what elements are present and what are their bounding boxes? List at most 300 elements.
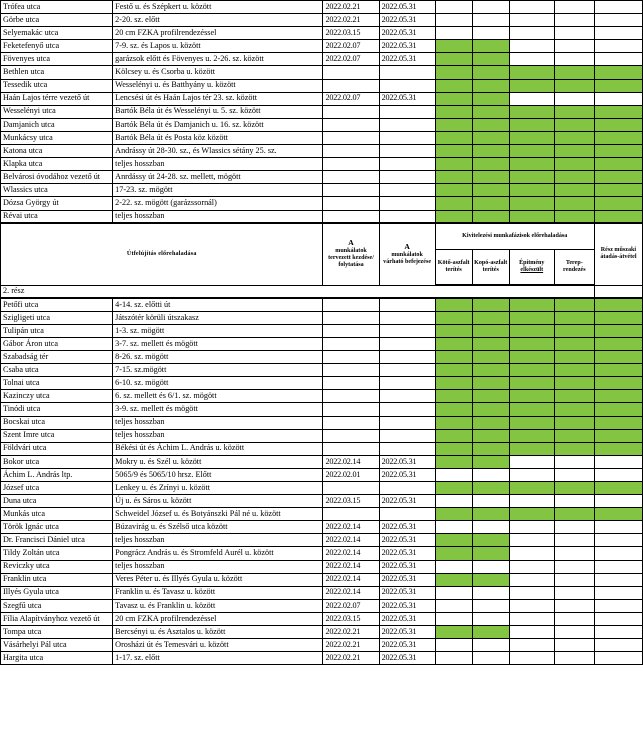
cell-end-date[interactable] (379, 298, 435, 311)
cell-handover[interactable] (594, 521, 642, 534)
cell-handover[interactable] (594, 442, 642, 455)
cell-phase-epitmeny[interactable] (509, 145, 554, 158)
cell-phase-epitmeny[interactable] (509, 118, 554, 131)
cell-phase-koto[interactable] (435, 66, 472, 79)
table-row[interactable] (1, 79, 643, 92)
cell-handover[interactable] (594, 468, 642, 481)
cell-handover[interactable] (594, 612, 642, 625)
table-row[interactable] (1, 521, 643, 534)
cell-phase-kopo[interactable] (472, 118, 509, 131)
cell-phase-kopo[interactable] (472, 40, 509, 53)
table-row[interactable] (1, 442, 643, 455)
cell-end-date[interactable] (379, 351, 435, 364)
cell-phase-epitmeny[interactable] (509, 14, 554, 27)
cell-phase-koto[interactable] (435, 1, 472, 14)
cell-end-date[interactable]: 2022.05.31 (379, 40, 435, 53)
cell-end-date[interactable] (379, 508, 435, 521)
cell-start-date[interactable]: 2022.02.14 (323, 573, 379, 586)
cell-phase-kopo[interactable] (472, 626, 509, 639)
table-row[interactable] (1, 66, 643, 79)
table-row[interactable] (1, 92, 643, 105)
cell-end-date[interactable] (379, 210, 435, 223)
cell-street[interactable]: Szigligeti utca (1, 311, 113, 324)
cell-start-date[interactable]: 2022.02.14 (323, 455, 379, 468)
cell-phase-terep[interactable] (554, 547, 594, 560)
cell-street[interactable]: Selyemakác utca (1, 27, 113, 40)
cell-section[interactable]: teljes hosszban (113, 560, 323, 573)
cell-phase-terep[interactable] (554, 573, 594, 586)
cell-handover[interactable] (594, 158, 642, 171)
cell-phase-terep[interactable] (554, 599, 594, 612)
cell-handover[interactable] (594, 184, 642, 197)
cell-phase-kopo[interactable] (472, 612, 509, 625)
cell-phase-epitmeny[interactable] (509, 612, 554, 625)
cell-phase-kopo[interactable] (472, 429, 509, 442)
cell-section[interactable]: Játszótér körüli útszakasz (113, 311, 323, 324)
cell-phase-epitmeny[interactable] (509, 79, 554, 92)
table-row[interactable] (1, 429, 643, 442)
cell-section[interactable]: Kölcsey u. és Csorba u. között (113, 66, 323, 79)
cell-phase-terep[interactable] (554, 210, 594, 223)
cell-end-date[interactable]: 2022.05.31 (379, 560, 435, 573)
cell-phase-kopo[interactable] (472, 351, 509, 364)
cell-end-date[interactable] (379, 311, 435, 324)
cell-end-date[interactable]: 2022.05.31 (379, 586, 435, 599)
cell-phase-kopo[interactable] (472, 416, 509, 429)
cell-end-date[interactable]: 2022.05.31 (379, 547, 435, 560)
cell-phase-terep[interactable] (554, 390, 594, 403)
cell-start-date[interactable]: 2022.02.07 (323, 53, 379, 66)
cell-street[interactable]: Feketefenyő utca (1, 40, 113, 53)
cell-start-date[interactable] (323, 158, 379, 171)
cell-handover[interactable] (594, 131, 642, 144)
table-row[interactable] (1, 131, 643, 144)
cell-end-date[interactable]: 2022.05.31 (379, 599, 435, 612)
cell-section[interactable]: Új u. és Sáros u. között (113, 495, 323, 508)
cell-phase-epitmeny[interactable] (509, 468, 554, 481)
cell-start-date[interactable]: 2022.02.01 (323, 468, 379, 481)
cell-phase-kopo[interactable] (472, 586, 509, 599)
cell-phase-epitmeny[interactable] (509, 298, 554, 311)
cell-phase-terep[interactable] (554, 197, 594, 210)
cell-street[interactable]: Tompa utca (1, 626, 113, 639)
cell-phase-koto[interactable] (435, 324, 472, 337)
cell-phase-epitmeny[interactable] (509, 131, 554, 144)
cell-street[interactable]: Török Ignác utca (1, 521, 113, 534)
cell-street[interactable]: Katona utca (1, 145, 113, 158)
cell-end-date[interactable]: 2022.05.31 (379, 573, 435, 586)
cell-handover[interactable] (594, 1, 642, 14)
cell-handover[interactable] (594, 298, 642, 311)
table-row[interactable] (1, 377, 643, 390)
cell-phase-kopo[interactable] (472, 184, 509, 197)
cell-phase-terep[interactable] (554, 105, 594, 118)
cell-handover[interactable] (594, 351, 642, 364)
cell-phase-koto[interactable] (435, 403, 472, 416)
cell-phase-kopo[interactable] (472, 158, 509, 171)
table-row[interactable] (1, 324, 643, 337)
cell-phase-kopo[interactable] (472, 364, 509, 377)
cell-phase-kopo[interactable] (472, 599, 509, 612)
cell-street[interactable]: Tessedik utca (1, 79, 113, 92)
cell-handover[interactable] (594, 626, 642, 639)
cell-phase-koto[interactable] (435, 105, 472, 118)
cell-handover[interactable] (594, 547, 642, 560)
cell-phase-kopo[interactable] (472, 145, 509, 158)
cell-phase-epitmeny[interactable] (509, 337, 554, 350)
cell-phase-koto[interactable] (435, 184, 472, 197)
cell-phase-epitmeny[interactable] (509, 184, 554, 197)
cell-end-date[interactable] (379, 158, 435, 171)
cell-phase-koto[interactable] (435, 171, 472, 184)
cell-phase-terep[interactable] (554, 351, 594, 364)
table-row[interactable] (1, 118, 643, 131)
cell-section[interactable]: 20 cm FZKA profilrendezéssel (113, 612, 323, 625)
cell-end-date[interactable]: 2022.05.31 (379, 639, 435, 652)
cell-handover[interactable] (594, 377, 642, 390)
cell-phase-terep[interactable] (554, 311, 594, 324)
cell-phase-koto[interactable] (435, 482, 472, 495)
cell-start-date[interactable] (323, 118, 379, 131)
cell-phase-kopo[interactable] (472, 53, 509, 66)
cell-phase-epitmeny[interactable] (509, 66, 554, 79)
cell-start-date[interactable]: 2022.02.21 (323, 14, 379, 27)
cell-handover[interactable] (594, 66, 642, 79)
cell-start-date[interactable]: 2022.02.21 (323, 1, 379, 14)
cell-phase-epitmeny[interactable] (509, 197, 554, 210)
cell-phase-terep[interactable] (554, 145, 594, 158)
cell-phase-kopo[interactable] (472, 468, 509, 481)
cell-street[interactable]: Franklin utca (1, 573, 113, 586)
cell-end-date[interactable] (379, 364, 435, 377)
cell-phase-kopo[interactable] (472, 324, 509, 337)
cell-handover[interactable] (594, 145, 642, 158)
cell-section[interactable]: Bartók Béla út és Damjanich u. 16. sz. között (113, 118, 323, 131)
cell-end-date[interactable]: 2022.05.31 (379, 468, 435, 481)
cell-street[interactable]: Bethlen utca (1, 66, 113, 79)
cell-street[interactable]: Révai utca (1, 210, 113, 223)
cell-handover[interactable] (594, 586, 642, 599)
cell-phase-terep[interactable] (554, 27, 594, 40)
cell-phase-kopo[interactable] (472, 27, 509, 40)
cell-phase-terep[interactable] (554, 324, 594, 337)
table-row[interactable] (1, 508, 643, 521)
cell-section[interactable]: 6-10. sz. mögött (113, 377, 323, 390)
cell-end-date[interactable] (379, 337, 435, 350)
cell-end-date[interactable]: 2022.05.31 (379, 612, 435, 625)
cell-section[interactable]: Andrássy út 28-30. sz., és Wlassics sétány 25. sz. (113, 145, 323, 158)
cell-section[interactable]: Bartók Béla út és Wesselényi u. 5. sz. között (113, 105, 323, 118)
cell-phase-terep[interactable] (554, 560, 594, 573)
cell-start-date[interactable] (323, 416, 379, 429)
cell-end-date[interactable] (379, 118, 435, 131)
cell-handover[interactable] (594, 79, 642, 92)
cell-phase-koto[interactable] (435, 298, 472, 311)
cell-section[interactable]: Festő u. és Szépkert u. között (113, 1, 323, 14)
cell-phase-koto[interactable] (435, 508, 472, 521)
cell-phase-koto[interactable] (435, 626, 472, 639)
cell-phase-epitmeny[interactable] (509, 521, 554, 534)
cell-start-date[interactable] (323, 364, 379, 377)
cell-end-date[interactable] (379, 197, 435, 210)
table-row[interactable] (1, 599, 643, 612)
cell-phase-epitmeny[interactable] (509, 652, 554, 665)
cell-street[interactable]: Áchim L. András ltp. (1, 468, 113, 481)
cell-handover[interactable] (594, 311, 642, 324)
cell-end-date[interactable]: 2022.05.31 (379, 27, 435, 40)
cell-phase-terep[interactable] (554, 131, 594, 144)
cell-phase-koto[interactable] (435, 429, 472, 442)
cell-phase-koto[interactable] (435, 210, 472, 223)
cell-phase-epitmeny[interactable] (509, 364, 554, 377)
cell-start-date[interactable] (323, 324, 379, 337)
cell-section[interactable]: 2-22. sz. mögött (garázssornál) (113, 197, 323, 210)
table-row[interactable] (1, 560, 643, 573)
cell-start-date[interactable] (323, 171, 379, 184)
cell-phase-terep[interactable] (554, 455, 594, 468)
cell-end-date[interactable] (379, 429, 435, 442)
cell-section[interactable]: Pongrácz András u. és Stromfeld Aurél u. között (113, 547, 323, 560)
cell-phase-koto[interactable] (435, 547, 472, 560)
cell-street[interactable]: Szent Imre utca (1, 429, 113, 442)
cell-end-date[interactable]: 2022.05.31 (379, 92, 435, 105)
cell-section[interactable]: garázsok előtt és Fövenyes u. 2-26. sz. között (113, 53, 323, 66)
cell-phase-kopo[interactable] (472, 337, 509, 350)
cell-handover[interactable] (594, 508, 642, 521)
cell-phase-terep[interactable] (554, 534, 594, 547)
cell-start-date[interactable]: 2022.03.15 (323, 495, 379, 508)
cell-start-date[interactable] (323, 351, 379, 364)
cell-phase-koto[interactable] (435, 534, 472, 547)
cell-phase-koto[interactable] (435, 27, 472, 40)
cell-phase-terep[interactable] (554, 626, 594, 639)
cell-phase-koto[interactable] (435, 145, 472, 158)
cell-phase-kopo[interactable] (472, 403, 509, 416)
cell-phase-terep[interactable] (554, 171, 594, 184)
cell-end-date[interactable]: 2022.05.31 (379, 14, 435, 27)
cell-phase-terep[interactable] (554, 92, 594, 105)
cell-street[interactable]: Trófea utca (1, 1, 113, 14)
cell-section[interactable]: teljes hosszban (113, 210, 323, 223)
cell-handover[interactable] (594, 53, 642, 66)
cell-section[interactable]: 1-3. sz. mögött (113, 324, 323, 337)
cell-phase-kopo[interactable] (472, 442, 509, 455)
cell-phase-koto[interactable] (435, 416, 472, 429)
cell-section[interactable]: Tavasz u. és Franklin u. között (113, 599, 323, 612)
cell-start-date[interactable] (323, 311, 379, 324)
table-row[interactable] (1, 197, 643, 210)
cell-phase-koto[interactable] (435, 79, 472, 92)
cell-phase-epitmeny[interactable] (509, 626, 554, 639)
cell-section[interactable]: 4-14. sz. előtti út (113, 298, 323, 311)
table-row[interactable] (1, 364, 643, 377)
cell-phase-epitmeny[interactable] (509, 455, 554, 468)
cell-phase-epitmeny[interactable] (509, 599, 554, 612)
cell-start-date[interactable] (323, 105, 379, 118)
cell-street[interactable]: Dr. Francisci Dániel utca (1, 534, 113, 547)
table-row[interactable] (1, 639, 643, 652)
cell-start-date[interactable] (323, 298, 379, 311)
cell-section[interactable]: Anrdássy út 24-28. sz. mellett, mögött (113, 171, 323, 184)
cell-phase-epitmeny[interactable] (509, 27, 554, 40)
cell-street[interactable]: Tinódi utca (1, 403, 113, 416)
cell-section[interactable]: 7-9. sz. és Lapos u. között (113, 40, 323, 53)
table-row[interactable] (1, 573, 643, 586)
table-row[interactable] (1, 534, 643, 547)
cell-phase-koto[interactable] (435, 158, 472, 171)
cell-start-date[interactable] (323, 79, 379, 92)
cell-phase-koto[interactable] (435, 351, 472, 364)
cell-section[interactable]: Veres Péter u. és Illyés Gyula u. között (113, 573, 323, 586)
cell-phase-terep[interactable] (554, 652, 594, 665)
cell-end-date[interactable] (379, 184, 435, 197)
table-row[interactable] (1, 14, 643, 27)
cell-phase-terep[interactable] (554, 377, 594, 390)
cell-handover[interactable] (594, 337, 642, 350)
cell-phase-kopo[interactable] (472, 131, 509, 144)
cell-start-date[interactable] (323, 377, 379, 390)
cell-phase-terep[interactable] (554, 1, 594, 14)
table-row[interactable] (1, 652, 643, 665)
table-row[interactable] (1, 468, 643, 481)
cell-end-date[interactable] (379, 105, 435, 118)
cell-phase-epitmeny[interactable] (509, 351, 554, 364)
cell-handover[interactable] (594, 495, 642, 508)
cell-phase-epitmeny[interactable] (509, 390, 554, 403)
cell-end-date[interactable]: 2022.05.31 (379, 626, 435, 639)
cell-phase-epitmeny[interactable] (509, 1, 554, 14)
cell-phase-kopo[interactable] (472, 652, 509, 665)
cell-start-date[interactable]: 2022.03.15 (323, 612, 379, 625)
cell-street[interactable]: Dózsa György út (1, 197, 113, 210)
cell-start-date[interactable]: 2022.02.14 (323, 521, 379, 534)
cell-phase-kopo[interactable] (472, 171, 509, 184)
cell-phase-epitmeny[interactable] (509, 105, 554, 118)
cell-handover[interactable] (594, 455, 642, 468)
cell-phase-koto[interactable] (435, 311, 472, 324)
cell-start-date[interactable]: 2022.03.15 (323, 27, 379, 40)
cell-phase-kopo[interactable] (472, 521, 509, 534)
cell-phase-koto[interactable] (435, 118, 472, 131)
cell-street[interactable]: Belvárosi óvodához vezető út (1, 171, 113, 184)
cell-street[interactable]: Illyés Gyula utca (1, 586, 113, 599)
cell-start-date[interactable]: 2022.02.21 (323, 652, 379, 665)
cell-end-date[interactable]: 2022.05.31 (379, 1, 435, 14)
cell-phase-kopo[interactable] (472, 495, 509, 508)
cell-phase-epitmeny[interactable] (509, 495, 554, 508)
cell-section[interactable]: Lencsési út és Haán Lajos tér 23. sz. között (113, 92, 323, 105)
cell-phase-koto[interactable] (435, 390, 472, 403)
cell-street[interactable]: Kazinczy utca (1, 390, 113, 403)
cell-street[interactable]: Tildy Zoltán utca (1, 547, 113, 560)
cell-start-date[interactable] (323, 482, 379, 495)
table-row[interactable] (1, 547, 643, 560)
cell-phase-kopo[interactable] (472, 639, 509, 652)
cell-phase-epitmeny[interactable] (509, 92, 554, 105)
cell-phase-epitmeny[interactable] (509, 403, 554, 416)
cell-end-date[interactable] (379, 403, 435, 416)
table-row[interactable] (1, 416, 643, 429)
cell-phase-terep[interactable] (554, 184, 594, 197)
cell-start-date[interactable] (323, 429, 379, 442)
cell-phase-kopo[interactable] (472, 197, 509, 210)
cell-handover[interactable] (594, 40, 642, 53)
table-row[interactable] (1, 351, 643, 364)
cell-phase-kopo[interactable] (472, 534, 509, 547)
cell-end-date[interactable]: 2022.05.31 (379, 652, 435, 665)
cell-street[interactable]: Szabadság tér (1, 351, 113, 364)
cell-street[interactable]: Vásárhelyi Pál utca (1, 639, 113, 652)
cell-phase-kopo[interactable] (472, 573, 509, 586)
table-row[interactable] (1, 158, 643, 171)
cell-section[interactable]: 5065/9 és 5065/10 hrsz. Előtt (113, 468, 323, 481)
cell-handover[interactable] (594, 482, 642, 495)
cell-end-date[interactable] (379, 377, 435, 390)
cell-street[interactable]: Bokor utca (1, 455, 113, 468)
cell-section[interactable]: Bercsényi u. és Asztalos u. között (113, 626, 323, 639)
cell-street[interactable]: Klapka utca (1, 158, 113, 171)
cell-handover[interactable] (594, 639, 642, 652)
cell-handover[interactable] (594, 534, 642, 547)
cell-end-date[interactable]: 2022.05.31 (379, 534, 435, 547)
cell-end-date[interactable] (379, 442, 435, 455)
cell-phase-terep[interactable] (554, 403, 594, 416)
cell-handover[interactable] (594, 416, 642, 429)
cell-phase-koto[interactable] (435, 573, 472, 586)
cell-section[interactable]: 8-26. sz. mögött (113, 351, 323, 364)
cell-end-date[interactable] (379, 324, 435, 337)
cell-start-date[interactable] (323, 508, 379, 521)
cell-section[interactable]: teljes hosszban (113, 534, 323, 547)
cell-start-date[interactable]: 2022.02.14 (323, 534, 379, 547)
cell-section[interactable]: 7-15. sz.mögött (113, 364, 323, 377)
table-row[interactable] (1, 171, 643, 184)
cell-phase-kopo[interactable] (472, 14, 509, 27)
cell-phase-kopo[interactable] (472, 482, 509, 495)
cell-phase-terep[interactable] (554, 586, 594, 599)
table-row[interactable] (1, 390, 643, 403)
table-row[interactable] (1, 1, 643, 14)
cell-phase-epitmeny[interactable] (509, 171, 554, 184)
cell-phase-terep[interactable] (554, 40, 594, 53)
cell-handover[interactable] (594, 403, 642, 416)
cell-start-date[interactable] (323, 131, 379, 144)
cell-phase-koto[interactable] (435, 92, 472, 105)
cell-street[interactable]: Csaba utca (1, 364, 113, 377)
cell-end-date[interactable] (379, 79, 435, 92)
cell-start-date[interactable] (323, 184, 379, 197)
table-row[interactable] (1, 145, 643, 158)
cell-phase-terep[interactable] (554, 612, 594, 625)
cell-phase-terep[interactable] (554, 337, 594, 350)
cell-street[interactable]: Petőfi utca (1, 298, 113, 311)
cell-phase-koto[interactable] (435, 53, 472, 66)
table-row[interactable] (1, 482, 643, 495)
cell-street[interactable]: Duna utca (1, 495, 113, 508)
cell-start-date[interactable]: 2022.02.07 (323, 599, 379, 612)
cell-phase-kopo[interactable] (472, 547, 509, 560)
table-row[interactable] (1, 105, 643, 118)
cell-phase-koto[interactable] (435, 560, 472, 573)
cell-phase-terep[interactable] (554, 53, 594, 66)
cell-phase-kopo[interactable] (472, 79, 509, 92)
cell-street[interactable]: Munkás utca (1, 508, 113, 521)
cell-street[interactable]: Bocskai utca (1, 416, 113, 429)
cell-handover[interactable] (594, 364, 642, 377)
cell-phase-terep[interactable] (554, 14, 594, 27)
table-row[interactable] (1, 27, 643, 40)
cell-street[interactable]: Hargita utca (1, 652, 113, 665)
